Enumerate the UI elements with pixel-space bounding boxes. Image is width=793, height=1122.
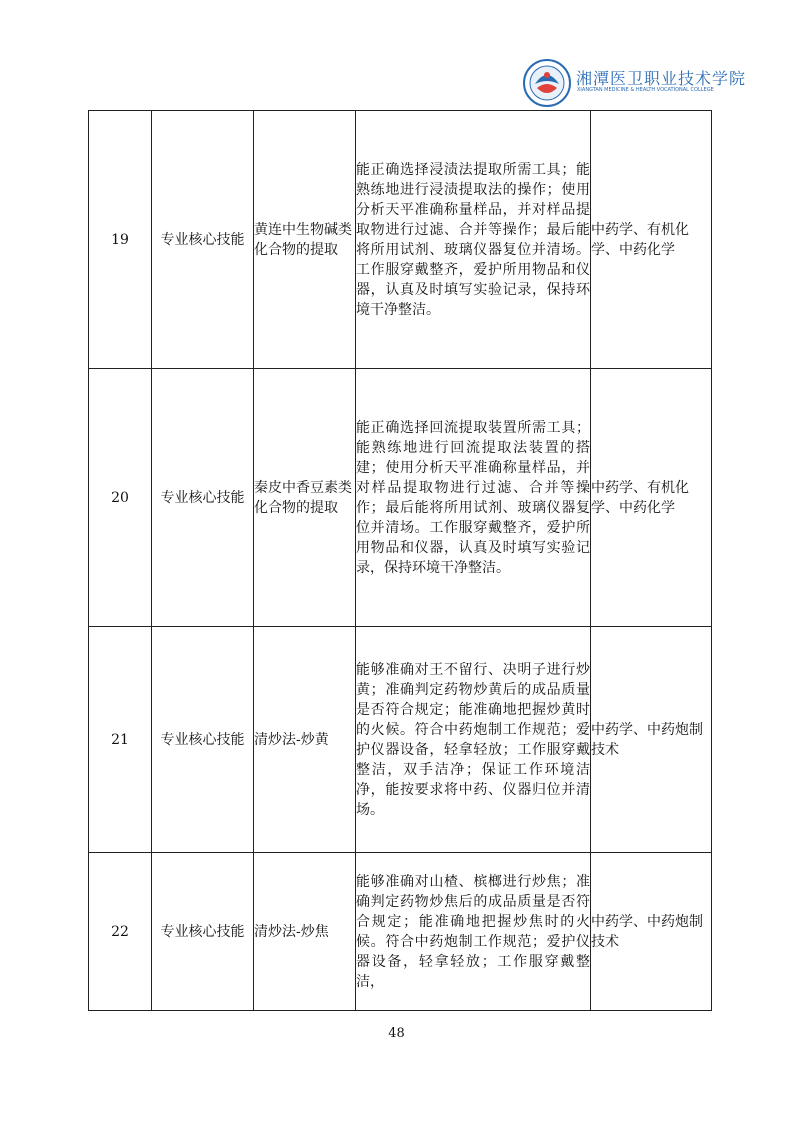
skill-name: 清炒法-炒焦	[254, 853, 356, 1011]
skills-table	[88, 110, 712, 1011]
skill-description: 能正确选择浸渍法提取所需工具；能熟练地进行浸渍提取法的操作；使用分析天平准确称量样品，并对样品提取物进行过滤、合并等操作；最后能将所用试剂、玻璃仪器复位并清场。工作服穿戴整齐，爱护所用物品和仪器，认真及时填写实验记录，保持环境干净整洁。	[356, 111, 591, 369]
table-row	[89, 111, 712, 369]
related-courses: 中药学、中药炮制技术	[591, 627, 712, 853]
table-row	[89, 627, 712, 853]
table-row	[89, 369, 712, 627]
related-courses: 中药学、中药炮制技术	[591, 853, 712, 1011]
row-number: 22	[89, 853, 152, 1011]
page-number: 48	[388, 1026, 405, 1041]
skill-name: 清炒法-炒黄	[254, 627, 356, 853]
skill-description: 能正确选择回流提取装置所需工具；能熟练地进行回流提取法装置的搭建；使用分析天平准确称量样品，并对样品提取物进行过滤、合并等操作；最后能将所用试剂、玻璃仪器复位并清场。工作服穿戴整齐，爱护所用物品和仪器，认真及时填写实验记录，保持环境干净整洁。	[356, 369, 591, 627]
skill-category: 专业核心技能	[152, 853, 254, 1011]
row-number: 19	[89, 111, 152, 369]
skill-category: 专业核心技能	[152, 627, 254, 853]
skill-name: 秦皮中香豆素类化合物的提取	[254, 369, 356, 627]
skill-description: 能够准确对山楂、槟榔进行炒焦；准确判定药物炒焦后的成品质量是否符合规定；能准确地把握炒焦时的火候。符合中药炮制工作规范；爱护仪器设备，轻拿轻放；工作服穿戴整洁，	[356, 853, 591, 1011]
table-row	[89, 853, 712, 1011]
skill-name: 黄连中生物碱类化合物的提取	[254, 111, 356, 369]
logo-chinese-name: 湘潭医卫职业技术学院	[576, 69, 747, 88]
logo-english-name: XIANGTAN MEDICINE & HEALTH VOCATIONAL COLLEGE	[577, 87, 714, 93]
row-number: 20	[89, 369, 152, 627]
related-courses: 中药学、有机化学、中药化学	[591, 369, 712, 627]
college-logo	[522, 58, 747, 108]
skill-description: 能够准确对王不留行、决明子进行炒黄；准确判定药物炒黄后的成品质量是否符合规定；能准确地把握炒黄时的火候。符合中药炮制工作规范；爱护仪器设备，轻拿轻放；工作服穿戴整洁，双手洁净；保证工作环境洁净，能按要求将中药、仪器归位并清场。	[356, 627, 591, 853]
skill-category: 专业核心技能	[152, 111, 254, 369]
row-number: 21	[89, 627, 152, 853]
related-courses: 中药学、有机化学、中药化学	[591, 111, 712, 369]
skill-category: 专业核心技能	[152, 369, 254, 627]
college-emblem-icon	[522, 58, 572, 108]
